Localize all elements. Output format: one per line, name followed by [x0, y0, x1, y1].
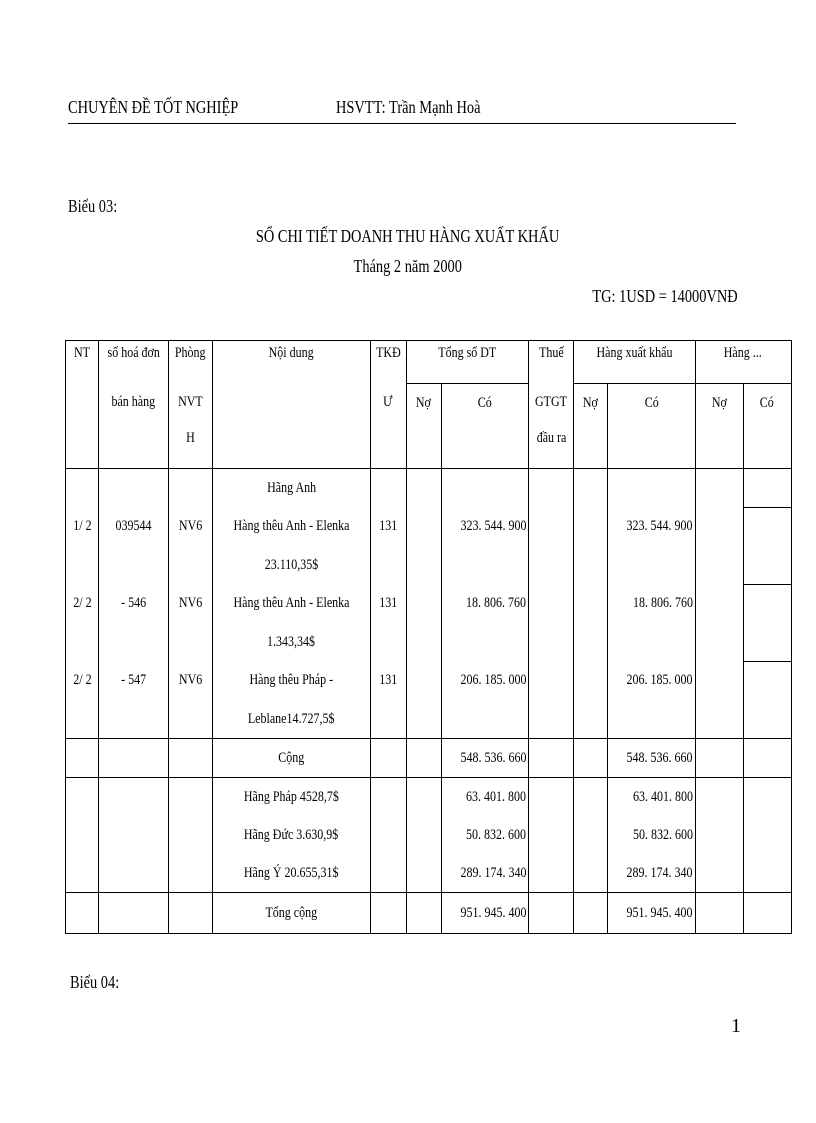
col-desc-header: Nội dung: [268, 345, 314, 361]
total-credit-header: Có: [477, 394, 492, 411]
header-rule: [68, 123, 736, 124]
table-row-continuation: 1.343,34$: [66, 623, 792, 662]
col-vat-header-1: Thuế: [538, 345, 564, 361]
col-account-header-1: TKĐ: [375, 345, 401, 361]
group-label-row: [66, 469, 792, 508]
col-dept-header-3: H: [186, 430, 195, 446]
table-row: 2/ 2 - 546 NV6 Hàng thêu Anh - Elenka 131 18. 806. 760 18. 806. 760: [66, 585, 792, 624]
other-debit-header: Nợ: [711, 394, 727, 411]
other-credit-header: Có: [760, 394, 775, 411]
subtotal-row: Cộng 548. 536. 660 548. 536. 660: [66, 739, 792, 778]
section-label: Biểu 03:: [68, 196, 118, 216]
subtotal-label: Cộng: [278, 749, 305, 766]
col-account-header-2: Ư: [383, 394, 393, 411]
document-title: SỔ CHI TIẾT DOANH THU HÀNG XUẤT KHẨU: [256, 226, 560, 246]
col-nt-header: NT: [74, 345, 90, 361]
header-right: HSVTT: Trần Mạnh Hoà: [336, 97, 481, 117]
col-invoice-header-1: số hoá đơn: [107, 345, 160, 361]
table-row-continuation: Leblane14.727,5$: [66, 700, 792, 739]
table-row-continuation: 23.110,35$: [66, 546, 792, 585]
table-row: Hãng Ý 20.655,31$ 289. 174. 340 289. 174. 340: [66, 854, 792, 893]
ledger-table: [65, 340, 792, 934]
header-row-3: [66, 422, 792, 469]
document-subtitle: Tháng 2 năm 2000: [353, 256, 463, 276]
header-row-2: [66, 384, 792, 423]
table-row: 2/ 2 - 547 NV6 Hàng thêu Pháp - 131 206. 185. 000 206. 185. 000: [66, 662, 792, 701]
col-vat-header-2: GTGT: [535, 394, 568, 411]
col-other-goods-header: Hàng ...: [724, 345, 763, 361]
table-row: Hãng Đức 3.630,9$ 50. 832. 600 50. 832. 600: [66, 816, 792, 854]
grand-total-label: Tổng cộng: [265, 904, 318, 921]
exchange-rate: TG: 1USD = 14000VNĐ: [592, 286, 738, 306]
col-dept-header-2: NVT: [178, 394, 203, 411]
total-debit-header: Nợ: [416, 394, 432, 411]
col-invoice-header-2: bán hàng: [111, 394, 156, 411]
col-total-revenue-header: Tổng số DT: [438, 345, 497, 361]
header-left: CHUYÊN ĐỀ TỐT NGHIỆP: [68, 97, 239, 117]
col-export-header: Hàng xuất khẩu: [596, 345, 673, 361]
export-debit-header: Nợ: [583, 394, 599, 411]
grand-total-row: Tổng cộng 951. 945. 400 951. 945. 400: [66, 893, 792, 934]
col-dept-header-1: Phòng: [175, 345, 206, 361]
next-section-label: Biểu 04:: [70, 972, 120, 992]
header-row-1: [66, 341, 792, 384]
group-anh-label: Hãng Anh: [266, 479, 316, 496]
table-row: Hãng Pháp 4528,7$ 63. 401. 800 63. 401. 800: [66, 778, 792, 817]
export-credit-header: Có: [644, 394, 659, 411]
page-number: 1: [731, 1015, 741, 1037]
col-vat-header-3: đầu ra: [536, 430, 566, 446]
table-row: 1/ 2 039544 NV6 Hàng thêu Anh - Elenka 131 323. 544. 900 323. 544. 900: [66, 508, 792, 547]
